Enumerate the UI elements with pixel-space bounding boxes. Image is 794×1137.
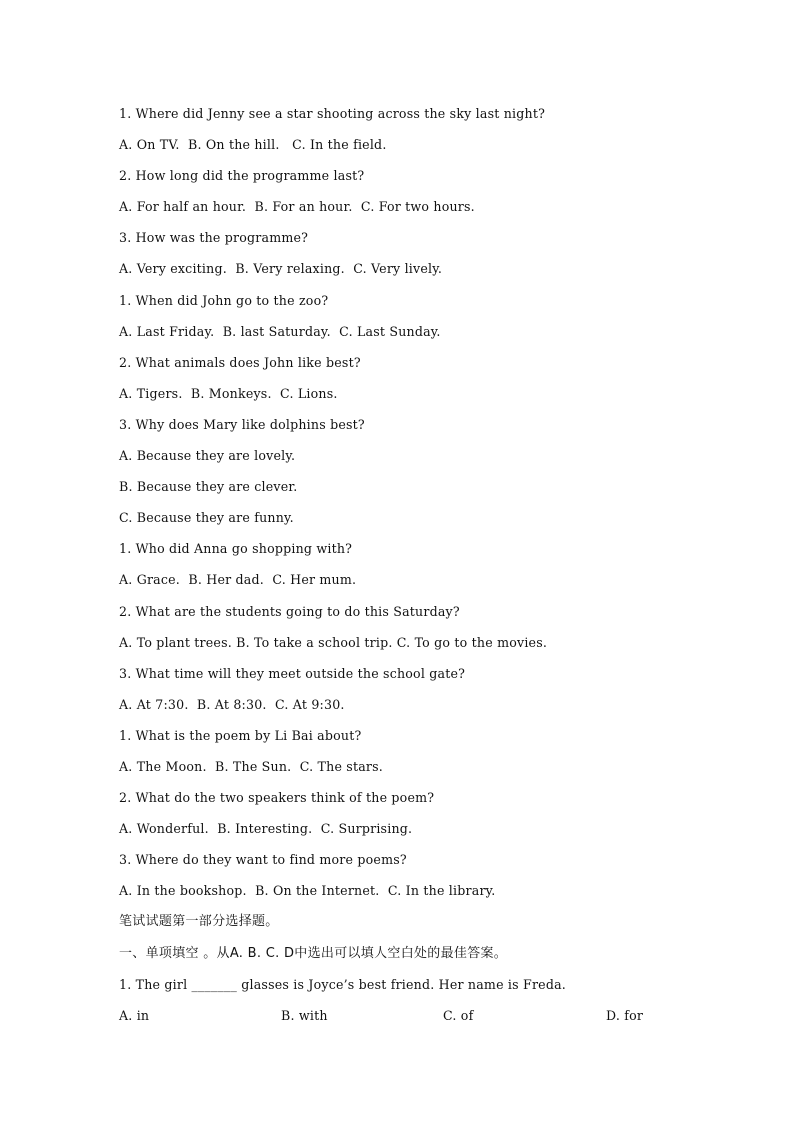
listening-question: 3. Why does Mary like dolphins best?	[119, 416, 365, 432]
listening-question: 3. What time will they meet outside the school gate?	[119, 665, 466, 681]
listening-options: A. The Moon. B. The Sun. C. The stars.	[119, 758, 384, 774]
listening-option: A. Because they are lovely.	[119, 448, 296, 464]
listening-question: 2. How long did the programme last?	[119, 168, 365, 184]
listening-option: C. Because they are funny.	[119, 510, 294, 526]
listening-options: A. Grace. B. Her dad. C. Her mum.	[119, 572, 357, 588]
section-instruction: 一、单项填空 。从A. B. C. D中选出可以填人空白处的最佳答案。	[119, 945, 508, 961]
listening-question: 1. When did John go to the zoo?	[119, 292, 329, 308]
listening-question: 2. What animals does John like best?	[119, 354, 361, 370]
option-c: C. of	[443, 1007, 474, 1023]
listening-options: A. To plant trees. B. To take a school trip. C. To go to the movies.	[119, 634, 548, 650]
listening-question: 1. What is the poem by Li Bai about?	[119, 727, 362, 743]
listening-question: 1. Where did Jenny see a star shooting across the sky last night?	[119, 106, 546, 121]
listening-options: A. Tigers. B. Monkeys. C. Lions.	[119, 385, 338, 401]
listening-question: 2. What do the two speakers think of the poem?	[119, 790, 435, 806]
grammar-question: 1. The girl _______ glasses is Joyce’s best friend. Her name is Freda.	[119, 976, 567, 992]
section-title: 笔试试题第一部分选择题。	[119, 914, 279, 930]
grammar-options	[119, 1005, 679, 1036]
listening-option: B. Because they are clever.	[119, 479, 298, 495]
listening-options: A. Last Friday. B. last Saturday. C. Last Sunday.	[119, 323, 441, 339]
listening-options: A. Very exciting. B. Very relaxing. C. Very lively.	[119, 261, 443, 277]
option-b: B. with	[281, 1007, 328, 1023]
exam-content	[119, 103, 679, 1036]
listening-question: 3. Where do they want to find more poems?	[119, 852, 407, 868]
listening-options: A. For half an hour. B. For an hour. C. For two hours.	[119, 199, 475, 215]
listening-options: A. Wonderful. B. Interesting. C. Surprising.	[119, 821, 413, 837]
listening-options: A. On TV. B. On the hill. C. In the field.	[119, 137, 387, 153]
listening-options: A. At 7:30. B. At 8:30. C. At 9:30.	[119, 696, 345, 712]
listening-options: A. In the bookshop. B. On the Internet. C. In the library.	[119, 883, 496, 899]
option-d: D. for	[606, 1007, 644, 1023]
listening-question: 3. How was the programme?	[119, 230, 309, 246]
listening-question: 1. Who did Anna go shopping with?	[119, 541, 353, 557]
option-a: A. in	[119, 1007, 150, 1023]
listening-question: 2. What are the students going to do this Saturday?	[119, 603, 460, 619]
